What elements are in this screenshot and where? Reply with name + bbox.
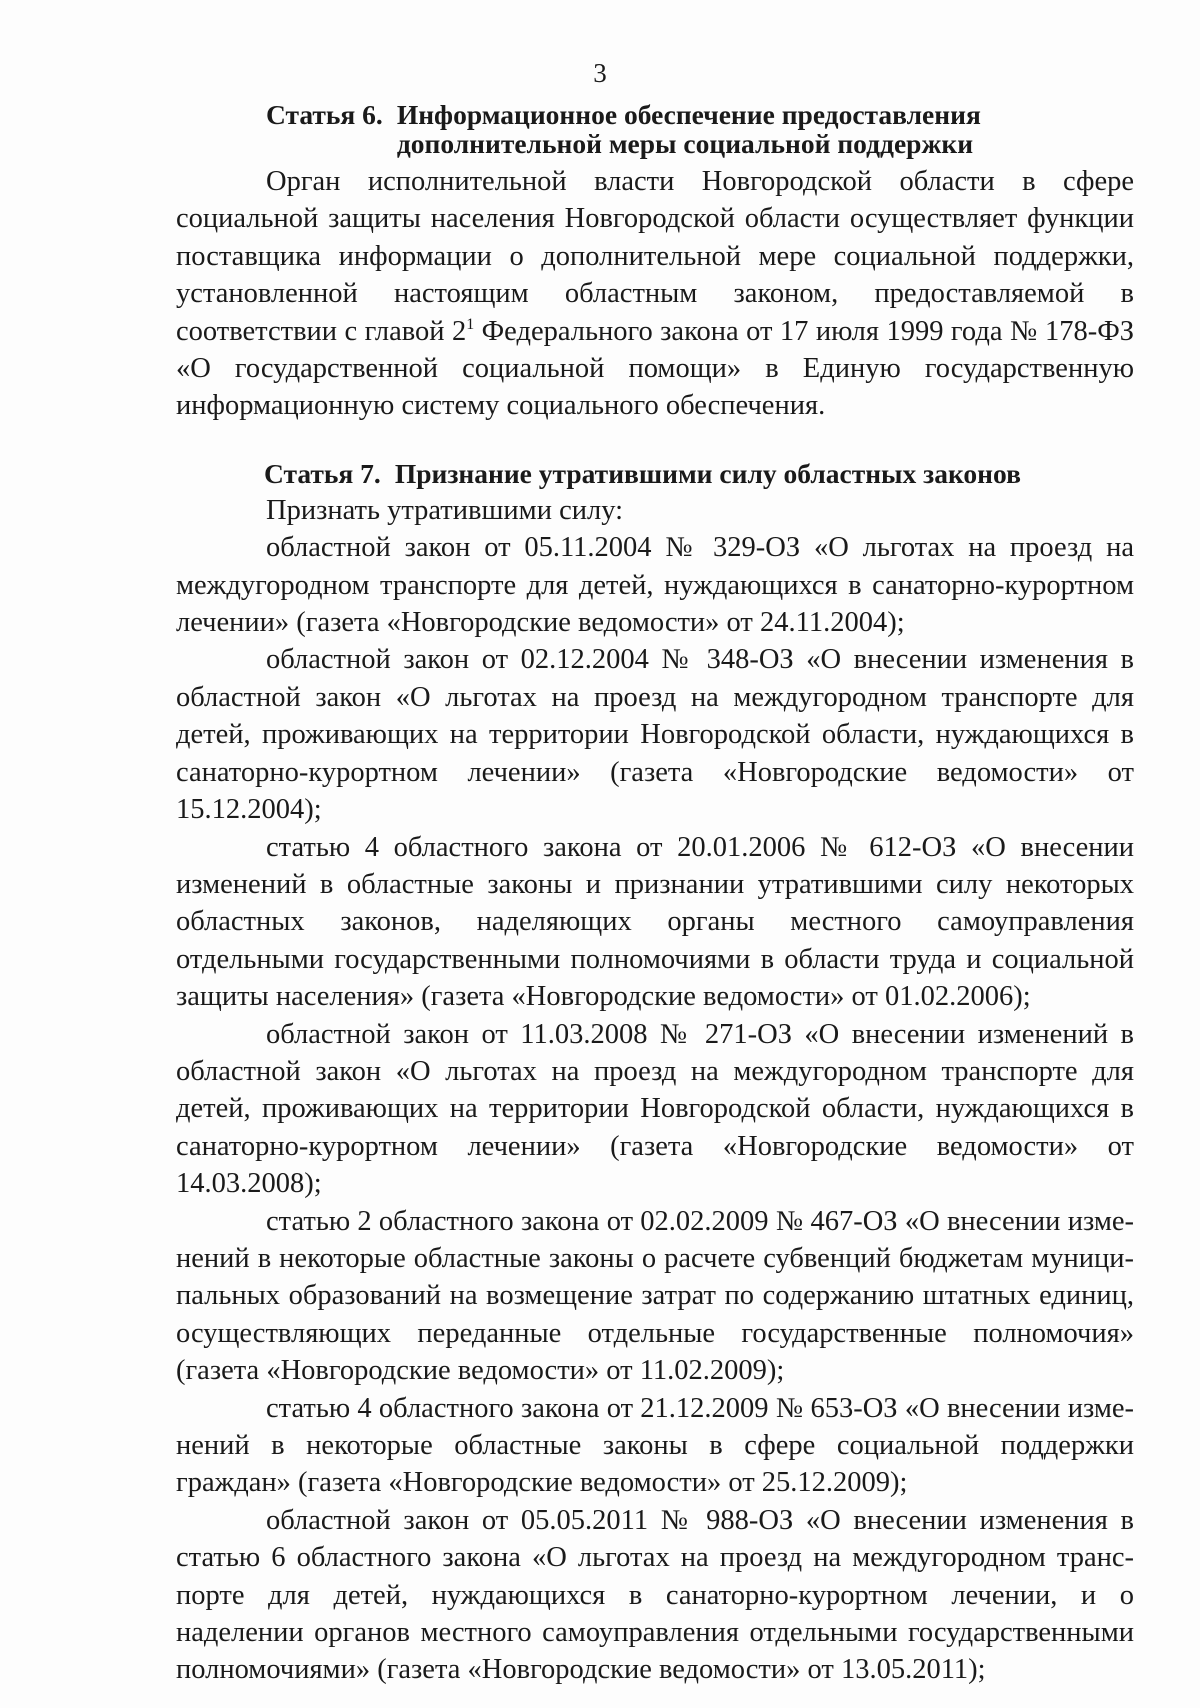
article-7-heading <box>176 459 1134 488</box>
chapter-superscript: 1 <box>466 315 475 333</box>
article-6-text-end: Федерального закона от 17 июля 1999 года № 178-ФЗ «О государственной социальной помощи» в Единую государственную информационную систему социального обеспечения. <box>176 315 1134 422</box>
repealed-law-item-1: областной закон от 05.11.2004 № 329-ОЗ «О льготах на проезд на междугородном транспорте для детей, нуждающихся в санаторно-курортном лечении» (газета «Новгородские ведомости» от 24.11.2004); <box>176 532 1134 639</box>
repealed-law-item-7: областной закон от 05.05.2011 № 988-ОЗ «О внесении изменения в статью 6 областного закона «О льготах на проезд на междугородном транспорте для детей, нуждающихся в санаторно-курортном лечении, и о наделении органов местного самоуправления отдельными государственными полномочиями» (газета «Новгородские ведомости» от 13.05.2011); <box>176 1504 1134 1686</box>
repealed-law-item-5: статью 2 областного закона от 02.02.2009 № 467-ОЗ «О внесении изменений в некоторые областные законы о расчете субвенций бюджетам муниципальных образований на возмещение затрат по содержанию штатных единиц, осуществляющих переданные отдельные государственные полномочия» (газета «Новгородские ведомости» от 11.02.2009); <box>176 1205 1134 1387</box>
article-6-heading <box>176 100 1134 158</box>
article-7-title: Признание утратившими силу областных законов <box>394 457 1021 489</box>
article-6-paragraph <box>176 163 1134 425</box>
article-6-title: Информационное обеспечение предоставления дополнительной меры социальной поддержки <box>396 99 981 159</box>
article-6-number: Статья 6. <box>266 99 383 130</box>
repealed-law-item-3: статью 4 областного закона от 20.01.2006 № 612-ОЗ «О внесении изменений в областные законы и признании утратившими силу некоторых областных законов, наделяющих органы местного самоуправления отдельными государственными полномочиями в области труда и социальной защиты населения» (газета «Новгородские ведомости» от 01.02.2006); <box>176 831 1134 1013</box>
repealed-law-item-6: статью 4 областного закона от 21.12.2009 № 653-ОЗ «О внесении изменений в некоторые областные законы в сфере социальной поддержки граждан» (газета «Новгородские ведомости» от 25.12.2009); <box>176 1392 1134 1499</box>
repealed-law-item-4: областной закон от 11.03.2008 № 271-ОЗ «О внесении изменений в областной закон «О льготах на проезд на междугородном транспорте для детей, проживающих на территории Новгородской области, нуждающихся в санаторно-курортном лечении» (газета «Новгородские ведомости» от 14.03.2008); <box>176 1018 1134 1200</box>
article-7-number: Статья 7. <box>264 457 381 489</box>
article-7-intro: Признать утратившими силу: <box>266 494 623 526</box>
page-number: 3 <box>593 58 607 88</box>
repealed-law-item-2: областной закон от 02.12.2004 № 348-ОЗ «О внесении изменения в областной закон «О льготах на проезд на междугородном транспорте для детей, проживающих на территории Новгородской области, нуждающихся в санаторно-курортном лечении» (газета «Новгородские ведомости» от 15.12.2004); <box>176 644 1134 826</box>
document-body <box>176 100 1134 1689</box>
article-6-text-start: Орган исполнительной власти Новгородской области в сфере социальной защиты населения Новгородской области осуществляет функции поставщика информации о дополнительной мере социальной поддержки, установленной настоящим областным законом, предоставляемой в соответствии с главой 2 <box>176 166 1134 347</box>
